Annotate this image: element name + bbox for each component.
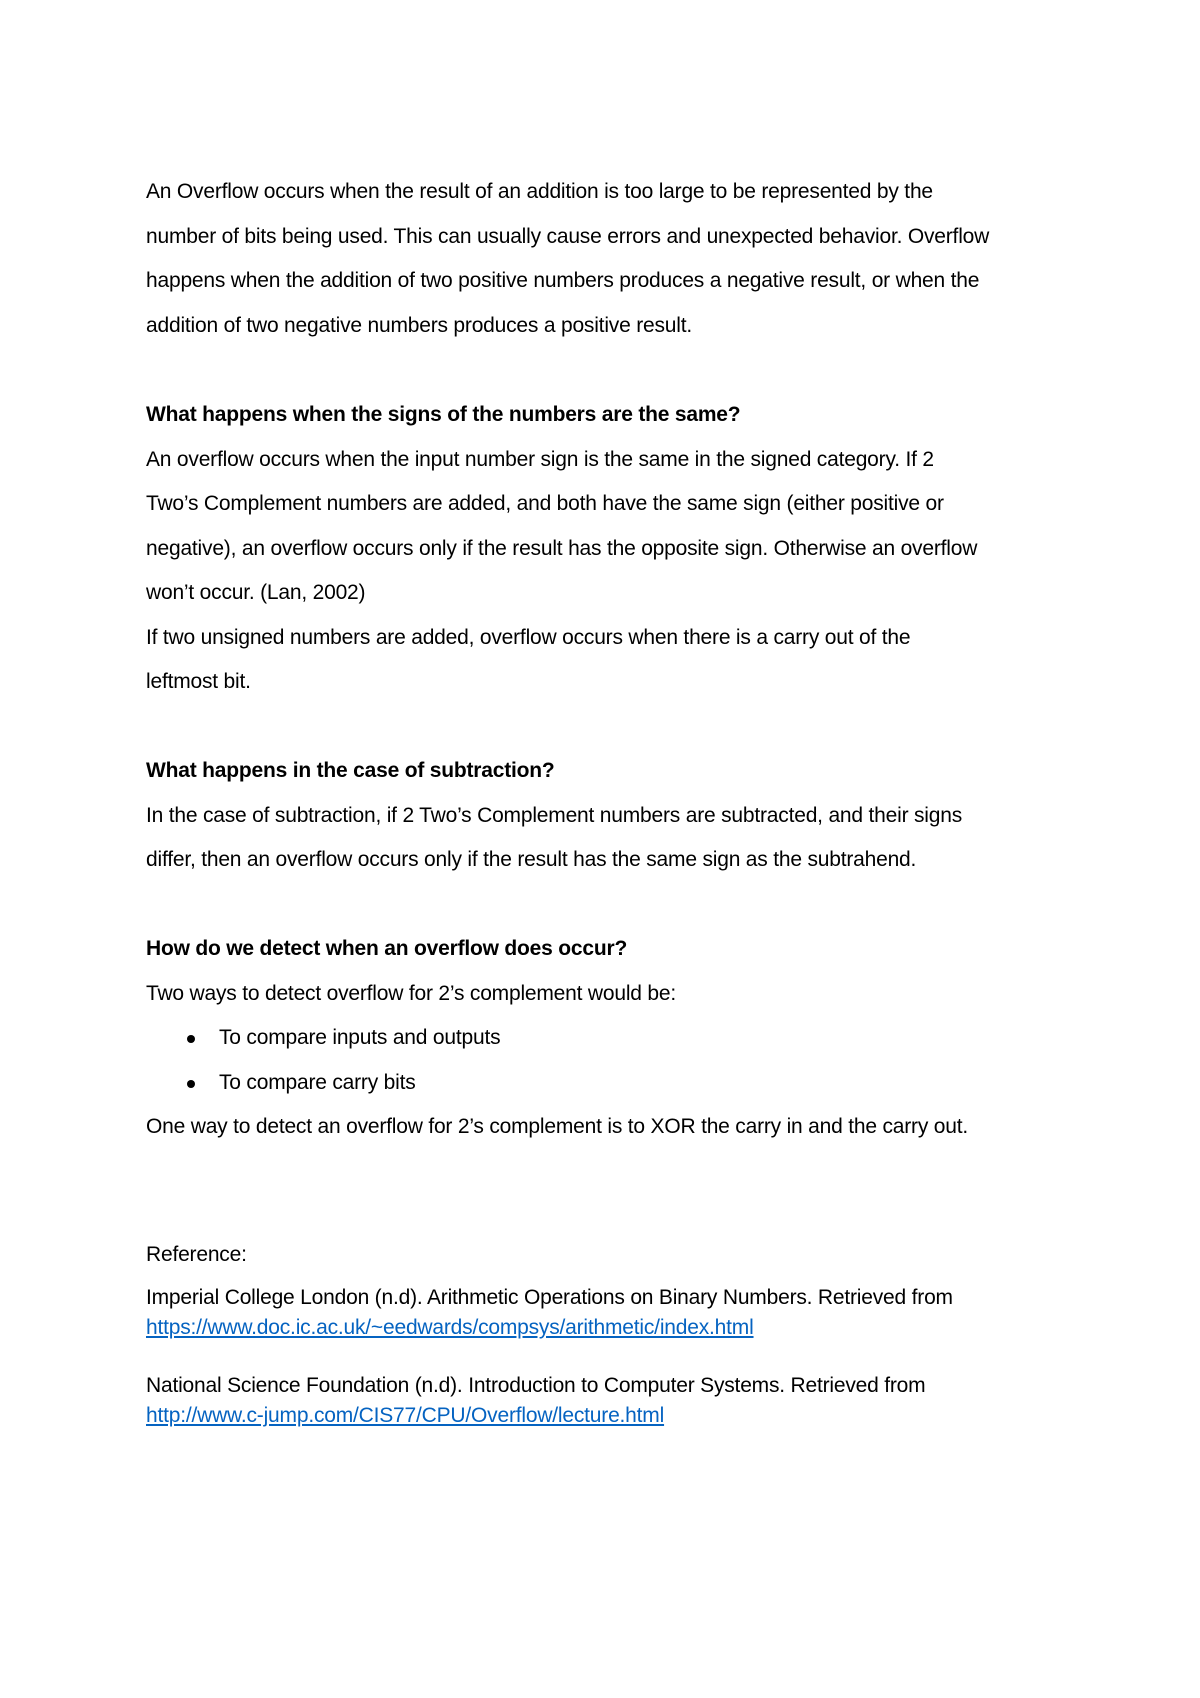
intro-line: happens when the addition of two positive numbers produces a negative result, or when the	[146, 269, 980, 292]
intro-line: number of bits being used. This can usually cause errors and unexpected behavior. Overflow	[146, 224, 990, 248]
reference-link[interactable]: http://www.c-jump.com/CIS77/CPU/Overflow/lecture.html	[146, 1404, 665, 1427]
body-line: differ, then an overflow occurs only if the result has the same sign as the subtrahend.	[146, 848, 917, 871]
body-line: Two ways to detect overflow for 2’s complement would be:	[146, 981, 677, 1005]
body-line: leftmost bit.	[146, 670, 251, 693]
references-label: Reference:	[146, 1243, 247, 1266]
bullet-list	[146, 1016, 1086, 1105]
reference-text: Imperial College London (n.d). Arithmetic Operations on Binary Numbers. Retrieved from	[146, 1286, 953, 1309]
reference-link[interactable]: https://www.doc.ic.ac.uk/~eedwards/compsys/arithmetic/index.html	[146, 1316, 754, 1339]
section-body	[146, 972, 1086, 1017]
body-line: won’t occur. (Lan, 2002)	[146, 581, 366, 604]
section-heading: How do we detect when an overflow does occur?	[146, 937, 628, 960]
body-line: In the case of subtraction, if 2 Two’s Complement numbers are subtracted, and their signs	[146, 803, 963, 827]
section-heading: What happens in the case of subtraction?	[146, 759, 555, 782]
reference-item	[146, 1371, 1086, 1431]
section-heading: What happens when the signs of the numbers are the same?	[146, 403, 741, 426]
body-line: One way to detect an overflow for 2’s complement is to XOR the carry in and the carry out.	[146, 1115, 969, 1138]
reference-text: National Science Foundation (n.d). Introduction to Computer Systems. Retrieved from	[146, 1374, 926, 1397]
intro-line: An Overflow occurs when the result of an addition is too large to be represented by the	[146, 180, 933, 203]
body-line: An overflow occurs when the input number sign is the same in the signed category. If 2	[146, 447, 934, 471]
body-line: negative), an overflow occurs only if the result has the opposite sign. Otherwise an overflow	[146, 536, 978, 560]
list-item: To compare inputs and outputs	[146, 1016, 1086, 1061]
section-body	[146, 794, 1086, 883]
intro-paragraph	[146, 170, 1086, 348]
references-section	[146, 1240, 1086, 1431]
section-subtraction	[146, 749, 1086, 883]
list-item: To compare carry bits	[146, 1061, 1086, 1106]
body-line: If two unsigned numbers are added, overflow occurs when there is a carry out of the	[146, 625, 911, 649]
intro-line: addition of two negative numbers produces a positive result.	[146, 313, 692, 337]
reference-item	[146, 1283, 1086, 1343]
section-same-signs	[146, 393, 1086, 705]
section-body	[146, 438, 1086, 705]
document-page	[146, 0, 1086, 1698]
section-body	[146, 1105, 1086, 1150]
body-line: Two’s Complement numbers are added, and both have the same sign (either positive or	[146, 492, 944, 515]
section-detect-overflow	[146, 927, 1086, 1150]
